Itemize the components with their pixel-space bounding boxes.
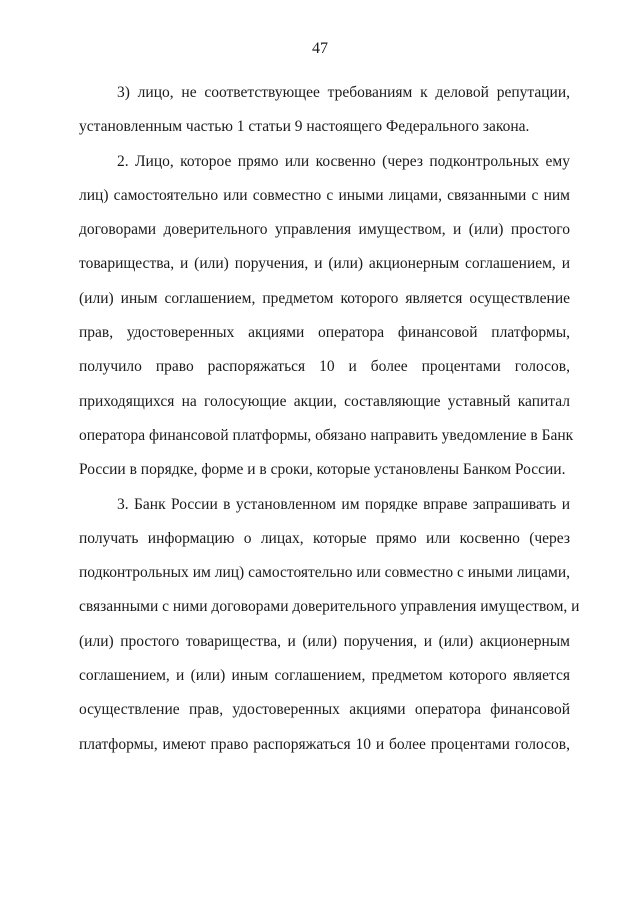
text-line: России в порядке, форме и в сроки, которые установлены Банком России. xyxy=(79,461,566,479)
text-line: товарищества, и (или) поручения, и (или) акционерным соглашением, и xyxy=(79,255,570,273)
text-line: получать информацию о лицах, которые прямо или косвенно (через xyxy=(79,529,570,547)
text-line: получило право распоряжаться 10 и более процентами голосов, xyxy=(79,358,570,376)
text-line: связанными с ними договорами доверительного управления имуществом, и xyxy=(79,598,580,616)
text-line: оператора финансовой платформы, обязано направить уведомление в Банк xyxy=(79,426,574,444)
text-line: 3. Банк России в установленном им порядке вправе запрашивать и xyxy=(117,495,570,513)
text-line: 3) лицо, не соответствующее требованиям к деловой репутации, xyxy=(117,84,570,101)
text-line: платформы, имеют право распоряжаться 10 и более процентами голосов, xyxy=(79,735,570,753)
text-line: договорами доверительного управления имуществом, и (или) простого xyxy=(79,221,570,239)
text-line: приходящихся на голосующие акции, составляющие уставный капитал xyxy=(79,392,570,410)
text-line: подконтрольных им лиц) самостоятельно или совместно с иными лицами, xyxy=(79,564,570,582)
text-line: лиц) самостоятельно или совместно с иными лицами, связанными с ним xyxy=(79,186,570,204)
text-line: установленным частью 1 статьи 9 настоящего Федерального закона. xyxy=(79,118,530,136)
text-line: 2. Лицо, которое прямо или косвенно (через подконтрольных ему xyxy=(117,152,570,170)
text-line: соглашением, и (или) иным соглашением, предметом которого является xyxy=(79,667,570,685)
body-text xyxy=(79,76,580,762)
page-number: 47 xyxy=(312,40,328,57)
text-line: (или) иным соглашением, предметом которого является осуществление xyxy=(79,289,570,307)
text-line: (или) простого товарищества, и (или) поручения, и (или) акционерным xyxy=(79,632,570,650)
text-line: осуществление прав, удостоверенных акциями оператора финансовой xyxy=(79,701,570,719)
text-line: прав, удостоверенных акциями оператора финансовой платформы, xyxy=(79,324,570,342)
